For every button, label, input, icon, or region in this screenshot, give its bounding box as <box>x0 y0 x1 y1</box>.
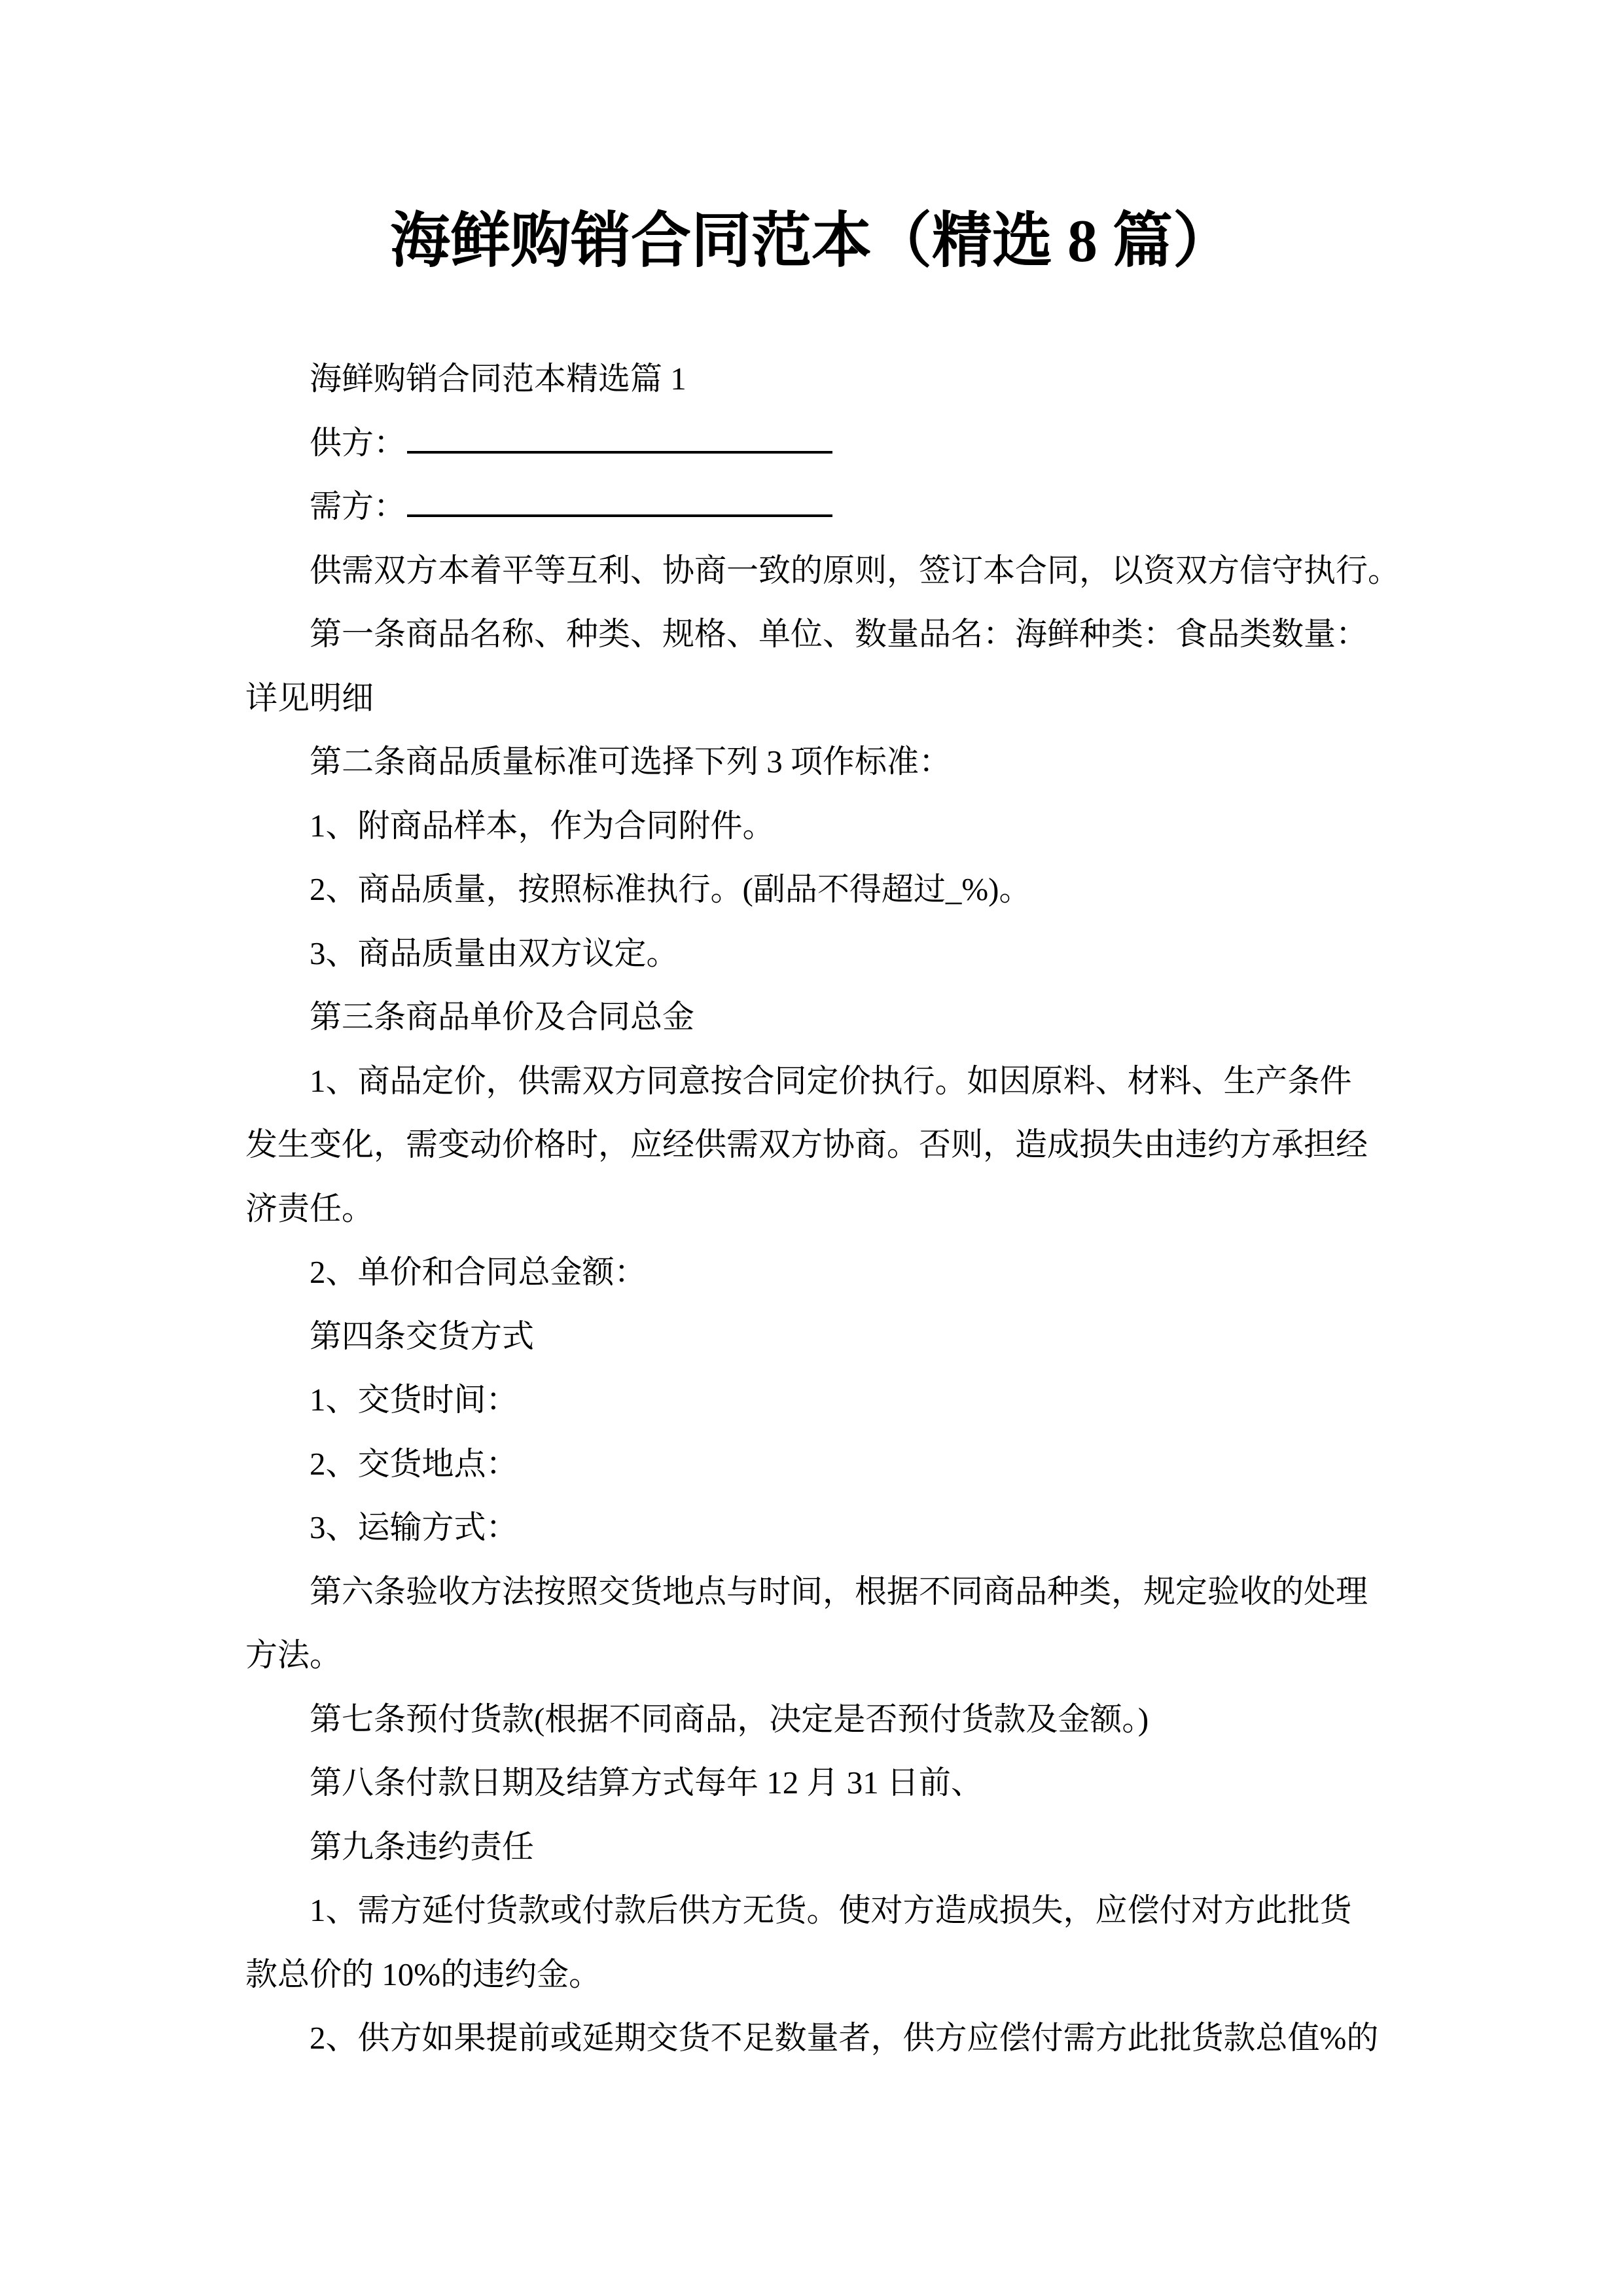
line-text: 详见明细 <box>245 679 374 716</box>
line-text: 1、附商品样本，作为合同附件。 <box>310 807 775 844</box>
text-line <box>245 1687 1378 1751</box>
line-text: 第一条商品名称、种类、规格、单位、数量品名：海鲜种类：食品类数量： <box>310 616 1368 652</box>
line-text: 发生变化，需变动价格时，应经供需双方协商。否则，造成损失由违约方承担经 <box>245 1126 1368 1162</box>
line-text: 1、需方延付货款或付款后供方无货。使对方造成损失，应偿付对方此批货 <box>310 1892 1352 1928</box>
text-line <box>245 985 1378 1049</box>
line-text: 需方： <box>310 488 406 524</box>
text-line <box>245 347 1378 411</box>
line-text: 2、供方如果提前或延期交货不足数量者，供方应偿付需方此批货款总值%的 <box>310 2020 1379 2056</box>
text-line <box>245 1432 1378 1496</box>
text-line <box>245 602 1378 666</box>
blank-underline <box>407 482 832 517</box>
line-text: 3、商品质量由双方议定。 <box>310 935 679 971</box>
text-line <box>245 1815 1378 1879</box>
text-line <box>245 1623 1378 1687</box>
text-line <box>245 922 1378 986</box>
line-text: 2、交货地点： <box>310 1445 518 1482</box>
text-line <box>245 1113 1378 1177</box>
line-text: 济责任。 <box>245 1190 374 1227</box>
line-text: 供方： <box>310 424 406 461</box>
line-text: 第七条预付货款(根据不同商品，决定是否预付货款及金额。) <box>310 1700 1149 1737</box>
text-line <box>245 1304 1378 1369</box>
line-text: 2、单价和合同总金额： <box>310 1254 647 1290</box>
text-line <box>245 1049 1378 1113</box>
line-text: 海鲜购销合同范本精选篇 1 <box>310 361 687 397</box>
line-text: 第八条付款日期及结算方式每年 12 月 31 日前、 <box>310 1765 984 1801</box>
contract-title: 海鲜购销合同范本（精选 8 篇） <box>389 207 1233 274</box>
line-text: 第四条交货方式 <box>310 1318 535 1354</box>
text-line <box>245 1240 1378 1304</box>
text-line <box>245 411 1378 475</box>
text-line <box>245 475 1378 539</box>
line-text: 第二条商品质量标准可选择下列 3 项作标准： <box>310 744 952 780</box>
text-line <box>245 1560 1378 1624</box>
text-line <box>245 1496 1378 1560</box>
line-text: 方法。 <box>245 1637 342 1673</box>
text-line <box>245 539 1400 603</box>
document-body <box>245 347 1400 2070</box>
line-text: 3、运输方式： <box>310 1509 518 1545</box>
line-text: 第六条验收方法按照交货地点与时间，根据不同商品种类，规定验收的处理 <box>310 1573 1368 1609</box>
text-line <box>245 1177 1378 1241</box>
text-line <box>245 857 1378 922</box>
text-line <box>245 794 1378 858</box>
line-text: 1、商品定价，供需双方同意按合同定价执行。如因原料、材料、生产条件 <box>310 1062 1352 1099</box>
text-line <box>245 1368 1378 1432</box>
text-line <box>245 1878 1378 1943</box>
line-text: 款总价的 10%的违约金。 <box>245 1956 601 1992</box>
line-text: 第九条违约责任 <box>310 1828 535 1865</box>
line-text: 1、交货时间： <box>310 1382 518 1418</box>
line-text: 2、商品质量，按照标准执行。(副品不得超过_%)。 <box>310 871 1031 907</box>
text-line <box>245 730 1378 794</box>
line-text: 供需双方本着平等互利、协商一致的原则，签订本合同，以资双方信守执行。 <box>310 552 1400 588</box>
blank-underline <box>407 419 832 454</box>
text-line <box>245 1943 1378 2007</box>
text-line <box>245 2006 1378 2070</box>
line-text: 第三条商品单价及合同总金 <box>310 999 695 1035</box>
text-line <box>245 1751 1378 1815</box>
text-line <box>245 666 1378 730</box>
